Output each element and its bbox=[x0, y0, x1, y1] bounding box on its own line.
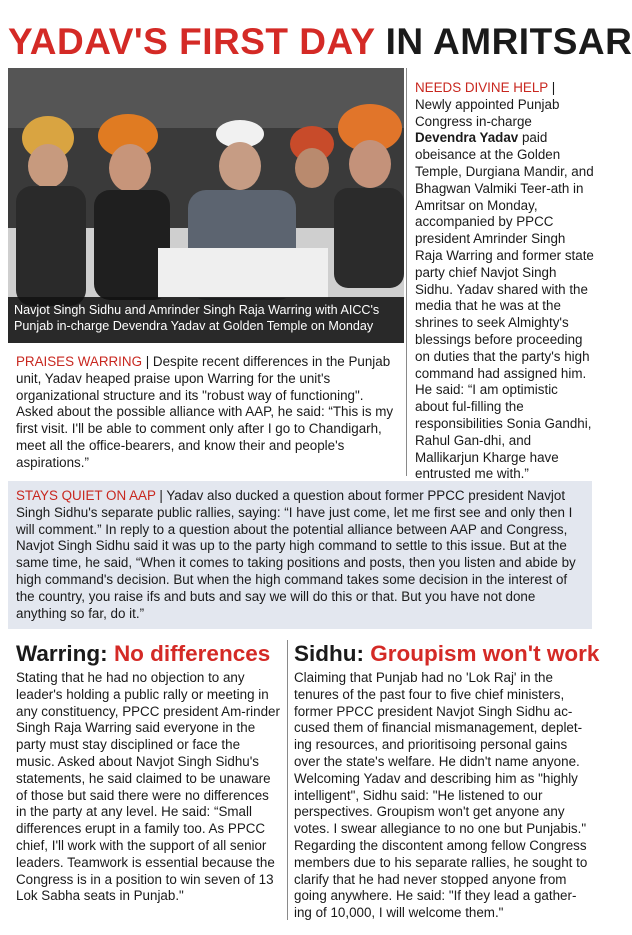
sidhu-heading bbox=[294, 639, 599, 669]
stays-quiet-body: Yadav also ducked a question about former PPCC president Navjot Singh Sidhu's separate public rallies, saying: “I have just come, let me first see and only then I will comment.” In reply to a question about the potential alliance between AAP and Congress, Navjot Singh Sidhu said it was up to the party high command to settle to this issue. But at the same time, he said, “When it comes to taking positions and posts, then you listen and abide by high command's decision. But when the high command takes some decision in the interest of the country, you raise ifs and buts and say we will do this or that. But you have not done anything so far, do it.” bbox=[16, 488, 576, 621]
sidhu-heading-black: Sidhu: bbox=[294, 641, 364, 666]
warring-heading-red: No differences bbox=[113, 641, 271, 666]
caption-line-1: Navjot Singh Sidhu and Amrinder Singh Raja Warring with AICC's bbox=[14, 303, 380, 317]
kicker-separator: | bbox=[142, 354, 153, 369]
headline bbox=[8, 18, 632, 66]
sidhu-body: Claiming that Punjab had no 'Lok Raj' in the tenures of the past four to five chief ministers, former PPCC president Navjot Singh Sidhu ac-cused them of financial mismanagement, deplet-ing resources, and prioritisoing personal gains over the state's welfare. He didn't name anyone. Welcoming Yadav and describing him as "highly intelligent", Sidhu said: "He listened to our perspectives. Groupism won't get anyone any votes. I swear allegiance to no one but Punjabis." Regarding the discontent among fellow Congress members due to his separate rallies, he sought to clarify that he had never stopped anyone from going anywhere. He said: "If they lead a gather-ing of 10,000, I will welcome them." bbox=[294, 670, 588, 921]
bottom-column-divider bbox=[287, 640, 288, 920]
headline-part2: IN AMRITSAR bbox=[385, 21, 632, 62]
stays-quiet-kicker: STAYS QUIET ON AAP bbox=[16, 488, 156, 503]
warring-body: Stating that he had no objection to any leader's holding a public rally or meeting in any constituency, PPCC president Am-rinder Singh Raja Warring said everyone in the party must stay disciplined or face the music. Asked about Navjot Singh Sidhu's statements, he said claimed to be unaware of those but said there were no differences in the party at any level. He said: “Small differences erupt in a family too. As PPCC chief, I'll work with the support of all senior leaders. Teamwork is essential because the Congress is in a position to win seven of 13 Lok Sabha seats in Punjab." bbox=[16, 670, 280, 904]
kicker-separator: | bbox=[547, 80, 556, 95]
praises-warring-body: Despite recent differences in the Punjab unit, Yadav heaped praise upon Warring for the unit's organizational structure and its "robust way of functioning". Asked about the possible alliance with AAP, he said: “This is my first visit. I'll be able to comment only after I go to Chandigarh, meet all the office-bearers, and know their and people's aspirations.” bbox=[16, 354, 394, 470]
news-photo bbox=[8, 68, 404, 343]
needs-divine-help-body: paid obeisance at the Golden Temple, Durgiana Mandir, and Bhagwan Valmiki Teer-ath in Amritsar on Monday, accompanied by PPCC president Amrinder Singh Raja Warring and former state party chief Navjot Singh Sidhu. Yadav shared with the media that he was at the shrines to seek Almighty's blessings before proceeding on duties that the party's high command had assigned him. He said: “I am optimistic about ful-filling the responsibilities Sonia Gandhi, Rahul Gan-dhi, and Mallikarjun Kharge have entrusted me with.” bbox=[415, 130, 594, 482]
needs-divine-help-kicker: NEEDS DIVINE HELP bbox=[415, 80, 548, 95]
warring-heading-black: Warring: bbox=[16, 641, 108, 666]
photo-caption bbox=[8, 297, 404, 343]
caption-line-2: Punjab in-charge Devendra Yadav at Golden Temple on Monday bbox=[14, 319, 374, 333]
stays-quiet-section bbox=[16, 488, 586, 622]
kicker-separator: | bbox=[155, 488, 167, 503]
devendra-yadav-name: Devendra Yadav bbox=[415, 130, 519, 146]
praises-warring-section bbox=[16, 354, 398, 472]
column-divider bbox=[406, 68, 407, 476]
headline-part1: YADAV'S FIRST DAY bbox=[8, 21, 375, 62]
needs-divine-help-intro: Newly appointed Punjab Congress in-charge bbox=[415, 96, 560, 129]
warring-heading bbox=[16, 639, 270, 669]
needs-divine-help-section bbox=[415, 80, 595, 483]
praises-warring-kicker: PRAISES WARRING bbox=[16, 354, 142, 369]
sidhu-heading-red: Groupism won't work bbox=[370, 641, 600, 666]
